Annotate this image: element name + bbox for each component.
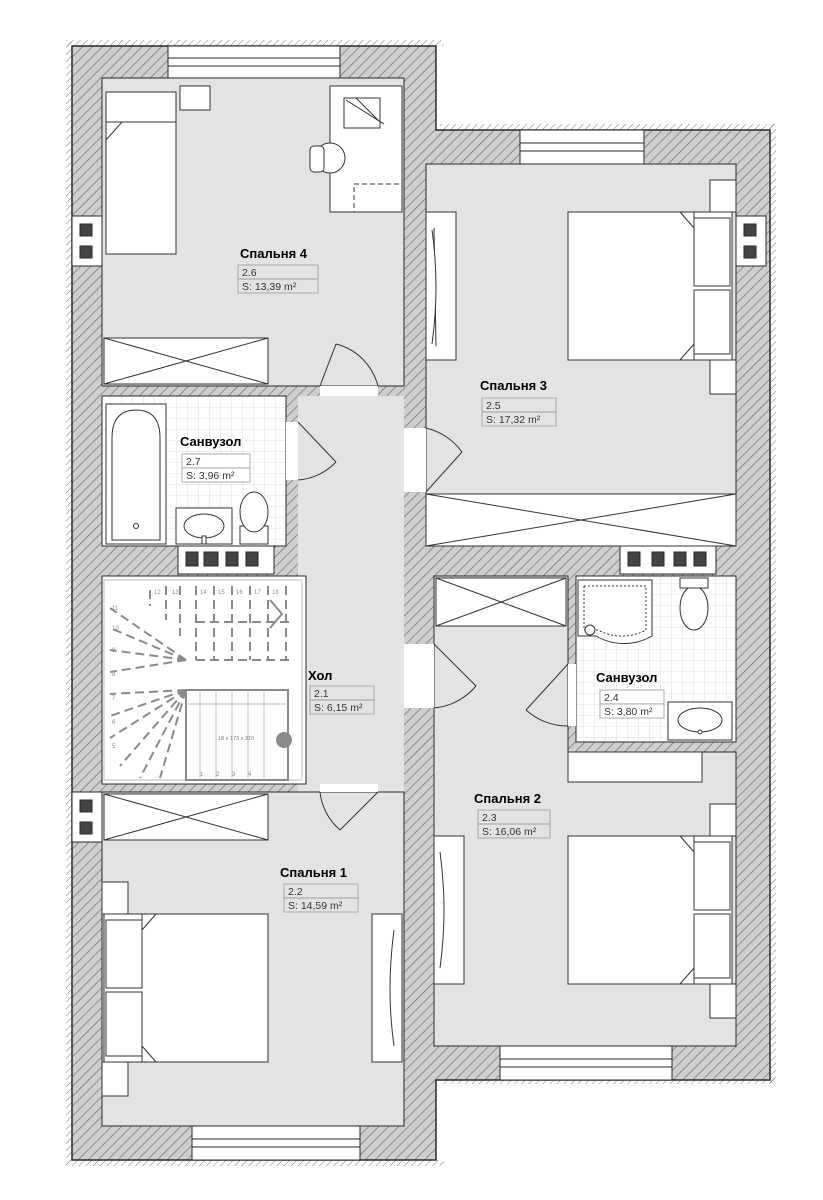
room-id-bath-2-4: 2.4: [604, 692, 619, 704]
room-area-hall: S: 6,15 m²: [314, 702, 363, 714]
window-bedroom-3: [520, 130, 644, 164]
room-area-bedroom-4: S: 13,39 m²: [242, 281, 297, 293]
room-name-bedroom-1: Спальня 1: [280, 865, 347, 880]
toilet-2-4: [680, 586, 708, 630]
stair-step-15: 15: [218, 590, 225, 596]
room-area-bath-2-7: S: 3,96 m²: [186, 470, 235, 482]
wardrobe-2: [434, 836, 464, 984]
wardrobe-3: [426, 212, 456, 360]
stair-step-5: 5: [112, 744, 116, 750]
room-id-bedroom-1: 2.2: [288, 886, 303, 898]
room-area-bedroom-2: S: 16,06 m²: [482, 826, 537, 838]
stair-step-9: 9: [112, 648, 116, 654]
stair-step-14: 14: [200, 590, 207, 596]
room-area-bath-2-4: S: 3,80 m²: [604, 706, 653, 718]
room-area-bedroom-1: S: 14,59 m²: [288, 900, 343, 912]
room-id-bedroom-3: 2.5: [486, 400, 501, 412]
room-area-bedroom-3: S: 17,32 m²: [486, 414, 541, 426]
room-name-bedroom-2: Спальня 2: [474, 791, 541, 806]
room-name-bath-2-4: Санвузол: [596, 670, 658, 685]
window-bedroom-1: [192, 1126, 360, 1160]
room-id-bedroom-2: 2.3: [482, 812, 497, 824]
window-bedroom-4: [168, 46, 340, 78]
stair-step-3: 3: [232, 772, 236, 778]
room-id-hall: 2.1: [314, 688, 329, 700]
stair-step-12: 12: [154, 590, 161, 596]
stair-step-8: 8: [112, 672, 116, 678]
stair-step-18: 18: [272, 590, 279, 596]
stair-step-7: 7: [112, 696, 116, 702]
room-id-bedroom-4: 2.6: [242, 267, 257, 279]
stair-step-4: 4: [248, 772, 252, 778]
room-name-hall: Хол: [308, 668, 333, 683]
room-name-bedroom-4: Спальня 4: [240, 246, 307, 261]
stair-step-10: 10: [112, 626, 119, 632]
room-id-bath-2-7: 2.7: [186, 456, 201, 468]
wardrobe-1: [372, 914, 402, 1062]
stair-step-6: 6: [112, 720, 116, 726]
floor-hall: [298, 396, 404, 792]
window-bedroom-2: [500, 1046, 672, 1080]
stair-step-13: 13: [172, 590, 179, 596]
stair-step-2: 2: [216, 772, 220, 778]
stair-step-17: 17: [254, 590, 261, 596]
stair-step-11: 11: [112, 606, 119, 612]
stair-step-1: 1: [200, 772, 204, 778]
room-name-bedroom-3: Спальня 3: [480, 378, 547, 393]
room-name-bath-2-7: Санвузол: [180, 434, 242, 449]
stair-dimension: 18 x 173 x 310: [218, 736, 255, 742]
stair-step-16: 16: [236, 590, 243, 596]
